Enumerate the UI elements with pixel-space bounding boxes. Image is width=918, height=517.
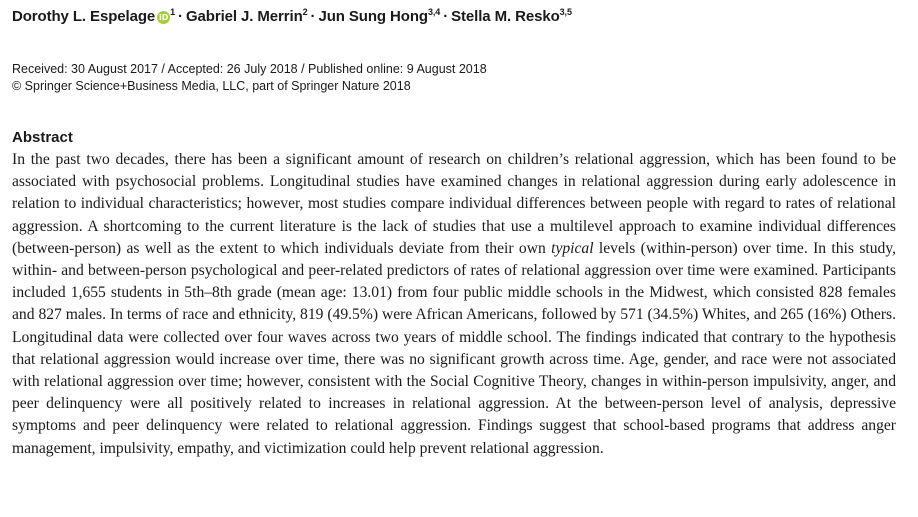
abstract-italic-term: typical	[551, 239, 594, 257]
publication-dates: Received: 30 August 2017 / Accepted: 26 July 2018 / Published online: 9 August 2018	[12, 62, 487, 76]
author-name[interactable]: Stella M. Resko	[451, 8, 560, 25]
copyright-notice: © Springer Science+Business Media, LLC, part of Springer Nature 2018	[12, 79, 411, 93]
abstract-heading: Abstract	[12, 129, 73, 146]
author-name[interactable]: Gabriel J. Merrin	[185, 8, 303, 25]
affiliation-marker: 3,5	[559, 7, 572, 17]
abstract-text: In the past two decades, there has been a significant amount of research on children’s relational aggression, which has been found to be associated with psychosocial problems. Longitudinal studies have examined changes in relational aggression during early adolescence in relation to individual characteristics; however, most studies compare individual differences between people with regard to rates of relational aggression. A shortcoming to the current literature is the lack of studies that use a multilevel approach to examine individual differences (between-person) as well as the extent to which individuals deviate from their own	[12, 151, 896, 257]
author-name[interactable]: Jun Sung Hong	[318, 8, 428, 25]
author-separator: ·	[178, 8, 183, 25]
author-list	[12, 6, 572, 28]
abstract-text: levels (within-person) over time. In this study, within- and between-person psychological and peer-related predictors of rates of relational aggression over time were examined. Participants included 1,655 students in 5th–8th grade (mean age: 13.01) from four public middle schools in the Midwest, which consisted 828 females and 827 males. In terms of race and ethnicity, 819 (49.5%) were African Americans, followed by 571 (34.5%) Whites, and 265 (16%) Others. Longitudinal data were collected over four waves across two years of middle school. The findings indicated that contrary to the hypothesis that relational aggression would increase over time, there was no significant growth across time. Age, gender, and race were not associated with relational aggression over time; however, consistent with the Social Cognitive Theory, changes in within-person impulsivity, anger, and peer delinquency were all positively related to increases in relational aggression. At the between-person level of analysis, depressive symptoms and peer delinquency were related to relational aggression. Findings suggest that school-based programs that address anger management, impulsivity, empathy, and victimization could help prevent relational aggression.	[12, 239, 897, 457]
abstract-body	[12, 149, 896, 460]
publication-info	[12, 61, 487, 95]
author-separator: ·	[443, 8, 449, 25]
affiliation-marker: 1	[170, 7, 176, 17]
author-name[interactable]: Dorothy L. Espelage	[12, 8, 156, 25]
author-separator: ·	[310, 8, 316, 25]
affiliation-marker: 2	[302, 7, 308, 17]
orcid-icon[interactable]: iD	[159, 13, 169, 22]
affiliation-marker: 3,4	[427, 7, 441, 17]
